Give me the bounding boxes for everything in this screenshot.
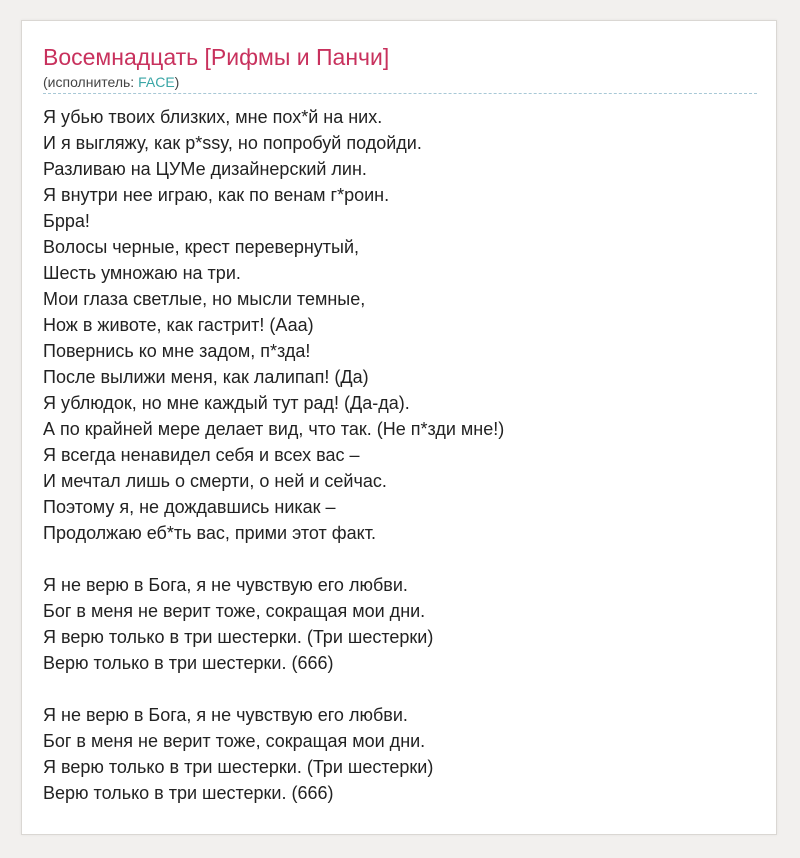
lyrics-body [43, 104, 758, 806]
artist-line [43, 73, 179, 91]
lyric-line: И я выгляжу, как p*ssy, но попробуй подойди. [43, 133, 422, 153]
lyric-line: Верю только в три шестерки. (666) [43, 653, 334, 673]
chorus-1 [43, 572, 758, 676]
artist-link[interactable]: FACE [138, 74, 175, 90]
lyric-line: Шесть умножаю на три. [43, 263, 241, 283]
lyric-line: Повернись ко мне задом, п*зда! [43, 341, 311, 361]
stanza-break [43, 676, 758, 702]
lyric-line: Мои глаза светлые, но мысли темные, [43, 289, 366, 309]
lyric-line: Разливаю на ЦУМе дизайнерский лин. [43, 159, 367, 179]
title-divider [43, 93, 757, 94]
lyric-line: Бог в меня не верит тоже, сокращая мои дни. [43, 731, 426, 751]
lyric-line: Волосы черные, крест перевернутый, [43, 237, 360, 257]
lyric-line: Брра! [43, 211, 90, 231]
artist-suffix: ) [174, 74, 180, 90]
lyric-line: Я не верю в Бога, я не чувствую его любви. [43, 575, 408, 595]
lyric-line: Я верю только в три шестерки. (Три шестерки) [43, 757, 434, 777]
lyric-line: Верю только в три шестерки. (666) [43, 783, 334, 803]
lyric-line: Продолжаю еб*ть вас, прими этот факт. [43, 523, 376, 543]
chorus-2 [43, 702, 758, 806]
stanza-break [43, 546, 758, 572]
lyric-line: Бог в меня не верит тоже, сокращая мои дни. [43, 601, 426, 621]
lyric-line: Я не верю в Бога, я не чувствую его любви. [43, 705, 408, 725]
lyric-line: Я внутри нее играю, как по венам г*роин. [43, 185, 390, 205]
lyric-line: Я ублюдок, но мне каждый тут рад! (Да-да). [43, 393, 410, 413]
lyric-line: Я убью твоих близких, мне пох*й на них. [43, 107, 383, 127]
lyric-line: И мечтал лишь о смерти, о ней и сейчас. [43, 471, 387, 491]
verse-1 [43, 104, 758, 546]
lyric-line: Нож в животе, как гастрит! (Ааа) [43, 315, 314, 335]
lyric-line: Я всегда ненавидел себя и всех вас – [43, 445, 360, 465]
lyric-line: После вылижи меня, как лалипап! (Да) [43, 367, 369, 387]
artist-prefix: (исполнитель: [43, 74, 139, 90]
lyric-line: Поэтому я, не дождавшись никак – [43, 497, 336, 517]
lyric-line: Я верю только в три шестерки. (Три шестерки) [43, 627, 434, 647]
song-title: Восемнадцать [Рифмы и Панчи] [43, 44, 390, 70]
lyric-line: А по крайней мере делает вид, что так. (Не п*зди мне!) [43, 419, 505, 439]
lyrics-card [21, 20, 777, 835]
